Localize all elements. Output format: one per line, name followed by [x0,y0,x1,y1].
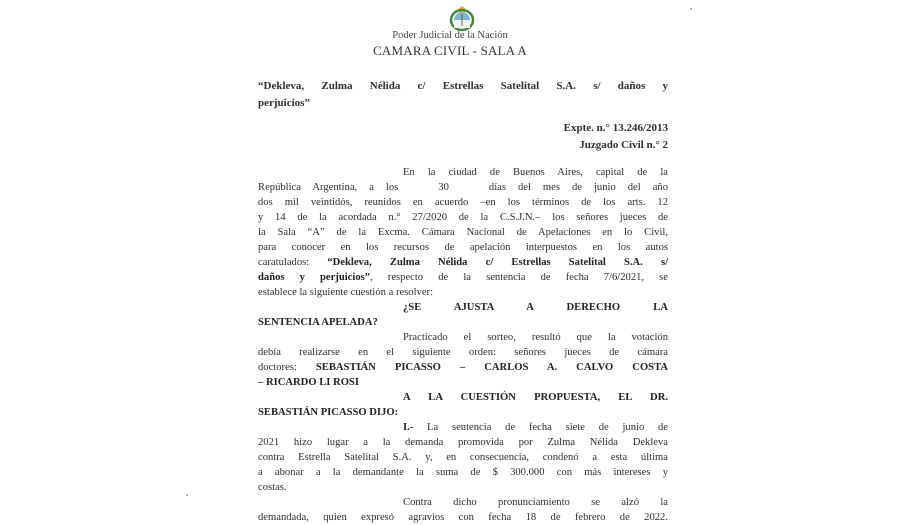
text-segment: dos mil veintidós, reunidos en acuerdo –en los términos de los arts. 12 [258,197,668,208]
body-line [258,180,668,195]
body-line [258,495,668,510]
bold-text: ¿SE AJUSTA A DERECHO LA [403,302,668,313]
text-segment: días del mes de junio del año [488,182,668,193]
body-line [258,240,668,255]
case-references [258,120,668,154]
body-line [258,375,668,390]
text-segment: contra Estrella Satelital S.A. y, en consecuencia, condenó a esta última [258,452,668,463]
bold-text: A LA CUESTIÓN PROPUESTA, EL DR. [403,392,668,403]
institution-name: Poder Judicial de la Nación [392,30,508,41]
body-line [258,165,668,180]
text-segment: para conocer en los recursos de apelación interpuestos en los autos [258,242,668,253]
text-segment: la Sala “A” de la Excma. Cámara Nacional de Apelaciones en lo Civil, [258,227,668,238]
text-segment: a abonar a la demandante la suma de $ 300.000 con más intereses y [258,467,668,478]
bold-text: daños y perjuicios” [258,272,371,283]
scan-speck [690,8,692,10]
body-line [258,480,668,495]
expediente-number: Expte. n.° 13.246/2013 [563,122,668,134]
body-line [258,210,668,225]
text-segment: República Argentina, a los [258,182,399,193]
case-title [258,78,668,112]
body-line [258,510,668,525]
case-title-line: perjuicios” [258,97,310,109]
body-line [258,270,668,285]
body-line [258,315,668,330]
argentina-coat-of-arms-icon [449,4,475,32]
body-line [258,360,668,375]
body-line [258,345,668,360]
text-segment: 2021 hizo lugar a la demanda promovida por Zulma Nélida Dekleva [258,437,668,448]
case-title-line: “Dekleva, Zulma Nélida c/ Estrellas Satelital S.A. s/ daños y [258,80,668,92]
bold-text: SEBASTIÁN PICASSO DIJO: [258,407,399,418]
text-segment: establece la siguiente cuestión a resolver: [258,287,434,298]
bold-text: “Dekleva, Zulma Nélida c/ Estrellas Satelital S.A. s/ [327,257,668,268]
text-segment: 30 [438,182,449,193]
bold-text: I.- [403,422,414,433]
text-segment: En la ciudad de Buenos Aires, capital de la [403,167,668,178]
body-line [258,420,668,435]
text-segment: y 14 de la acordada n.° 27/2020 de la C.S.J.N.– los señores jueces de [258,212,668,223]
text-segment: costas. [258,482,287,493]
text-segment: doctores: [258,362,316,373]
text-segment: , respecto de la sentencia de fecha 7/6/2021, se [370,272,668,283]
text-segment: Contra dicho pronunciamiento se alzó la [403,497,668,508]
body-line [258,450,668,465]
text-segment: debía realizarse en el siguiente orden: señores jueces de cámara [258,347,668,358]
bold-text: SEBASTIÁN PICASSO – CARLOS A. CALVO COSTA [315,362,668,373]
body-line [258,195,668,210]
body-line [258,390,668,405]
body-line [258,405,668,420]
body-line [258,300,668,315]
text-segment: caratulados: [258,257,328,268]
body-line [258,285,668,300]
text-segment: demandada, quien expresó agravios con fecha 18 de febrero de 2022. [258,512,668,523]
court-name: CAMARA CIVIL - SALA A [373,43,527,58]
text-segment: Practicado el sorteo, resultó que la votación [403,332,668,343]
body-line [258,225,668,240]
text-segment: La sentencia de fecha siete de junio de [413,422,668,433]
body-line [258,330,668,345]
body-line [258,255,668,270]
bold-text: – RICARDO LI ROSI [258,377,359,388]
juzgado-number: Juzgado Civil n.° 2 [579,139,668,151]
body-line [258,465,668,480]
body-line [258,435,668,450]
scan-speck [186,494,188,496]
bold-text: SENTENCIA APELADA? [258,317,378,328]
document-body [258,165,668,525]
